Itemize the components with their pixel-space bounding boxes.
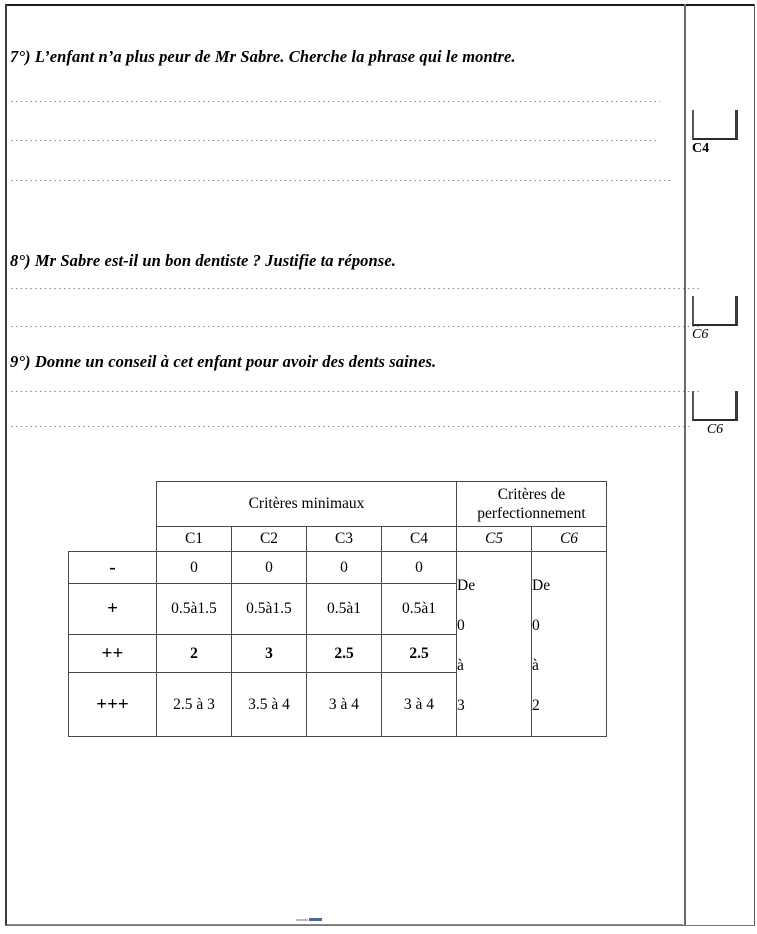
row-label-plusplusplus: +++ <box>69 673 157 737</box>
scan-artifact-grey <box>296 919 308 921</box>
margin-mark-c4 <box>692 110 738 157</box>
answer-line-q9-2[interactable] <box>10 421 690 427</box>
cell-plus-c2: 0.5à1.5 <box>232 584 307 635</box>
column-header-c5: C5 <box>457 527 532 552</box>
margin-mark-c6-first-label: C6 <box>692 327 709 342</box>
cell-plusplus-c2: 3 <box>232 635 307 673</box>
cell-minus-c3: 0 <box>307 552 382 584</box>
cell-minus-c1: 0 <box>157 552 232 584</box>
question-9-text: 9°) Donne un conseil à cet enfant pour avoir des dents saines. <box>10 352 437 371</box>
table-group-header-row <box>69 482 607 527</box>
table-column-header-row <box>69 527 607 552</box>
cell-plus3-c1: 2.5 à 3 <box>157 673 232 737</box>
answer-line-q7-3[interactable] <box>10 175 672 181</box>
column-header-c3: C3 <box>307 527 382 552</box>
cell-perfection-c5 <box>457 552 532 737</box>
row-label-minus: - <box>69 552 157 584</box>
cell-plus-c4: 0.5à1 <box>382 584 457 635</box>
perf-c5-min: 0 <box>457 617 465 634</box>
answer-line-q9-1[interactable] <box>10 386 700 392</box>
perf-c5-de: De <box>457 577 476 594</box>
cell-minus-c2: 0 <box>232 552 307 584</box>
answer-line-q7-2[interactable] <box>10 135 658 141</box>
answer-line-q7-1[interactable] <box>10 96 660 102</box>
margin-mark-c6-second-label: C6 <box>706 422 724 437</box>
criteria-grading-table <box>68 481 607 737</box>
criterion-box-icon <box>692 296 738 326</box>
perf-c6-min: 0 <box>532 617 540 634</box>
cell-plus-c3: 0.5à1 <box>307 584 382 635</box>
table-corner-empty-cell-2 <box>69 527 157 552</box>
perf-c6-a: à <box>532 657 539 674</box>
column-header-c1: C1 <box>157 527 232 552</box>
column-header-c2: C2 <box>232 527 307 552</box>
question-8-text: 8°) Mr Sabre est-il un bon dentiste ? Justifie ta réponse. <box>10 251 396 270</box>
page-border-left <box>5 4 7 926</box>
margin-mark-c6-second <box>692 391 738 438</box>
group-header-perfection: Critères de perfectionnement <box>457 482 607 527</box>
criterion-box-icon <box>692 391 738 421</box>
perf-c6-de: De <box>532 577 551 594</box>
cell-perfection-c6 <box>532 552 607 737</box>
criterion-box-icon <box>692 110 738 140</box>
perf-c6-max: 2 <box>532 697 540 714</box>
cell-plus3-c4: 3 à 4 <box>382 673 457 737</box>
page-border-bottom <box>5 925 755 926</box>
question-7-text: 7°) L’enfant n’a plus peur de Mr Sabre. Cherche la phrase qui le montre. <box>10 47 516 66</box>
page-border-top <box>5 4 755 6</box>
cell-minus-c4: 0 <box>382 552 457 584</box>
perf-c5-a: à <box>457 657 464 674</box>
cell-plus3-c2: 3.5 à 4 <box>232 673 307 737</box>
cell-plusplus-c4: 2.5 <box>382 635 457 673</box>
perf-c5-max: 3 <box>457 697 465 714</box>
table-corner-empty-cell <box>69 482 157 527</box>
column-header-c6: C6 <box>532 527 607 552</box>
row-label-plus: + <box>69 584 157 635</box>
cell-plus3-c3: 3 à 4 <box>307 673 382 737</box>
table-row <box>69 552 607 584</box>
answer-line-q8-1[interactable] <box>10 283 700 289</box>
page-border-right <box>754 4 755 926</box>
cell-plusplus-c1: 2 <box>157 635 232 673</box>
cell-plus-c1: 0.5à1.5 <box>157 584 232 635</box>
group-header-minimal: Critères minimaux <box>157 482 457 527</box>
cell-plusplus-c3: 2.5 <box>307 635 382 673</box>
scan-artifact-blue <box>309 918 322 921</box>
answer-line-q8-2[interactable] <box>10 321 700 327</box>
margin-mark-c6-first <box>692 296 738 343</box>
margin-divider-line <box>684 4 686 926</box>
margin-mark-c4-label: C4 <box>692 141 710 156</box>
row-label-plusplus: ++ <box>69 635 157 673</box>
column-header-c4: C4 <box>382 527 457 552</box>
body-bottom-rule <box>7 924 683 925</box>
